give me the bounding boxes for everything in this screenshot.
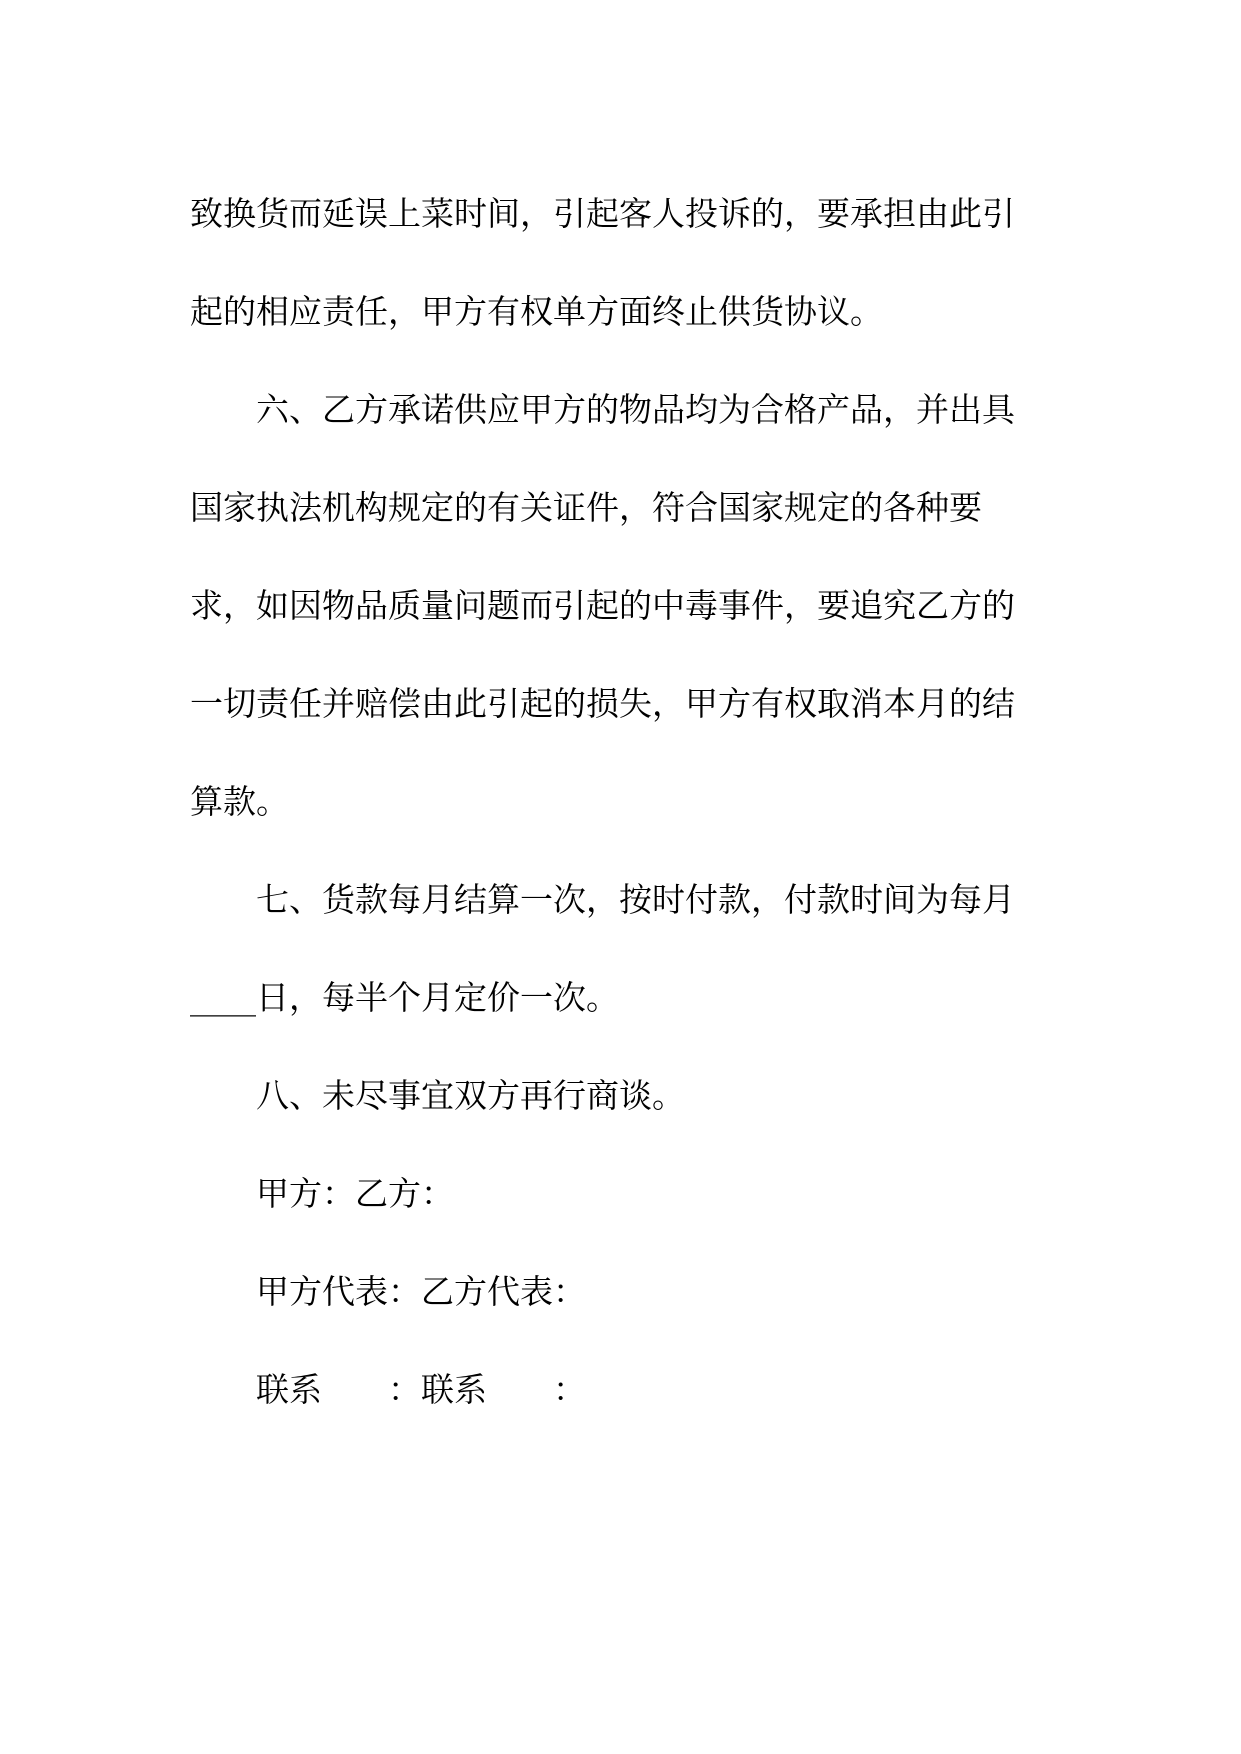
signature-contact: 联系 ：联系 ：	[256, 1370, 586, 1409]
clause-eight-line: 八、未尽事宜双方再行商谈。	[256, 1076, 685, 1115]
paragraph-line: 起的相应责任，甲方有权单方面终止供货协议。	[190, 292, 883, 331]
signature-representatives: 甲方代表：乙方代表：	[256, 1272, 586, 1311]
clause-six-line: 六、乙方承诺供应甲方的物品均为合格产品，并出具	[256, 390, 1015, 429]
document-body	[190, 165, 1030, 1439]
paragraph-line: 求，如因物品质量问题而引起的中毒事件，要追究乙方的	[190, 586, 1015, 625]
signature-parties: 甲方：乙方：	[256, 1174, 454, 1213]
paragraph-line: 一切责任并赔偿由此引起的损失，甲方有权取消本月的结	[190, 684, 1015, 723]
paragraph-line: 致换货而延误上菜时间，引起客人投诉的，要承担由此引	[190, 194, 1015, 233]
paragraph-line: 算款。	[190, 782, 289, 821]
clause-seven-line: 七、货款每月结算一次，按时付款，付款时间为每月	[256, 880, 1015, 919]
paragraph-line: 国家执法机构规定的有关证件，符合国家规定的各种要	[190, 488, 982, 527]
paragraph-line: ____日，每半个月定价一次。	[190, 978, 619, 1017]
